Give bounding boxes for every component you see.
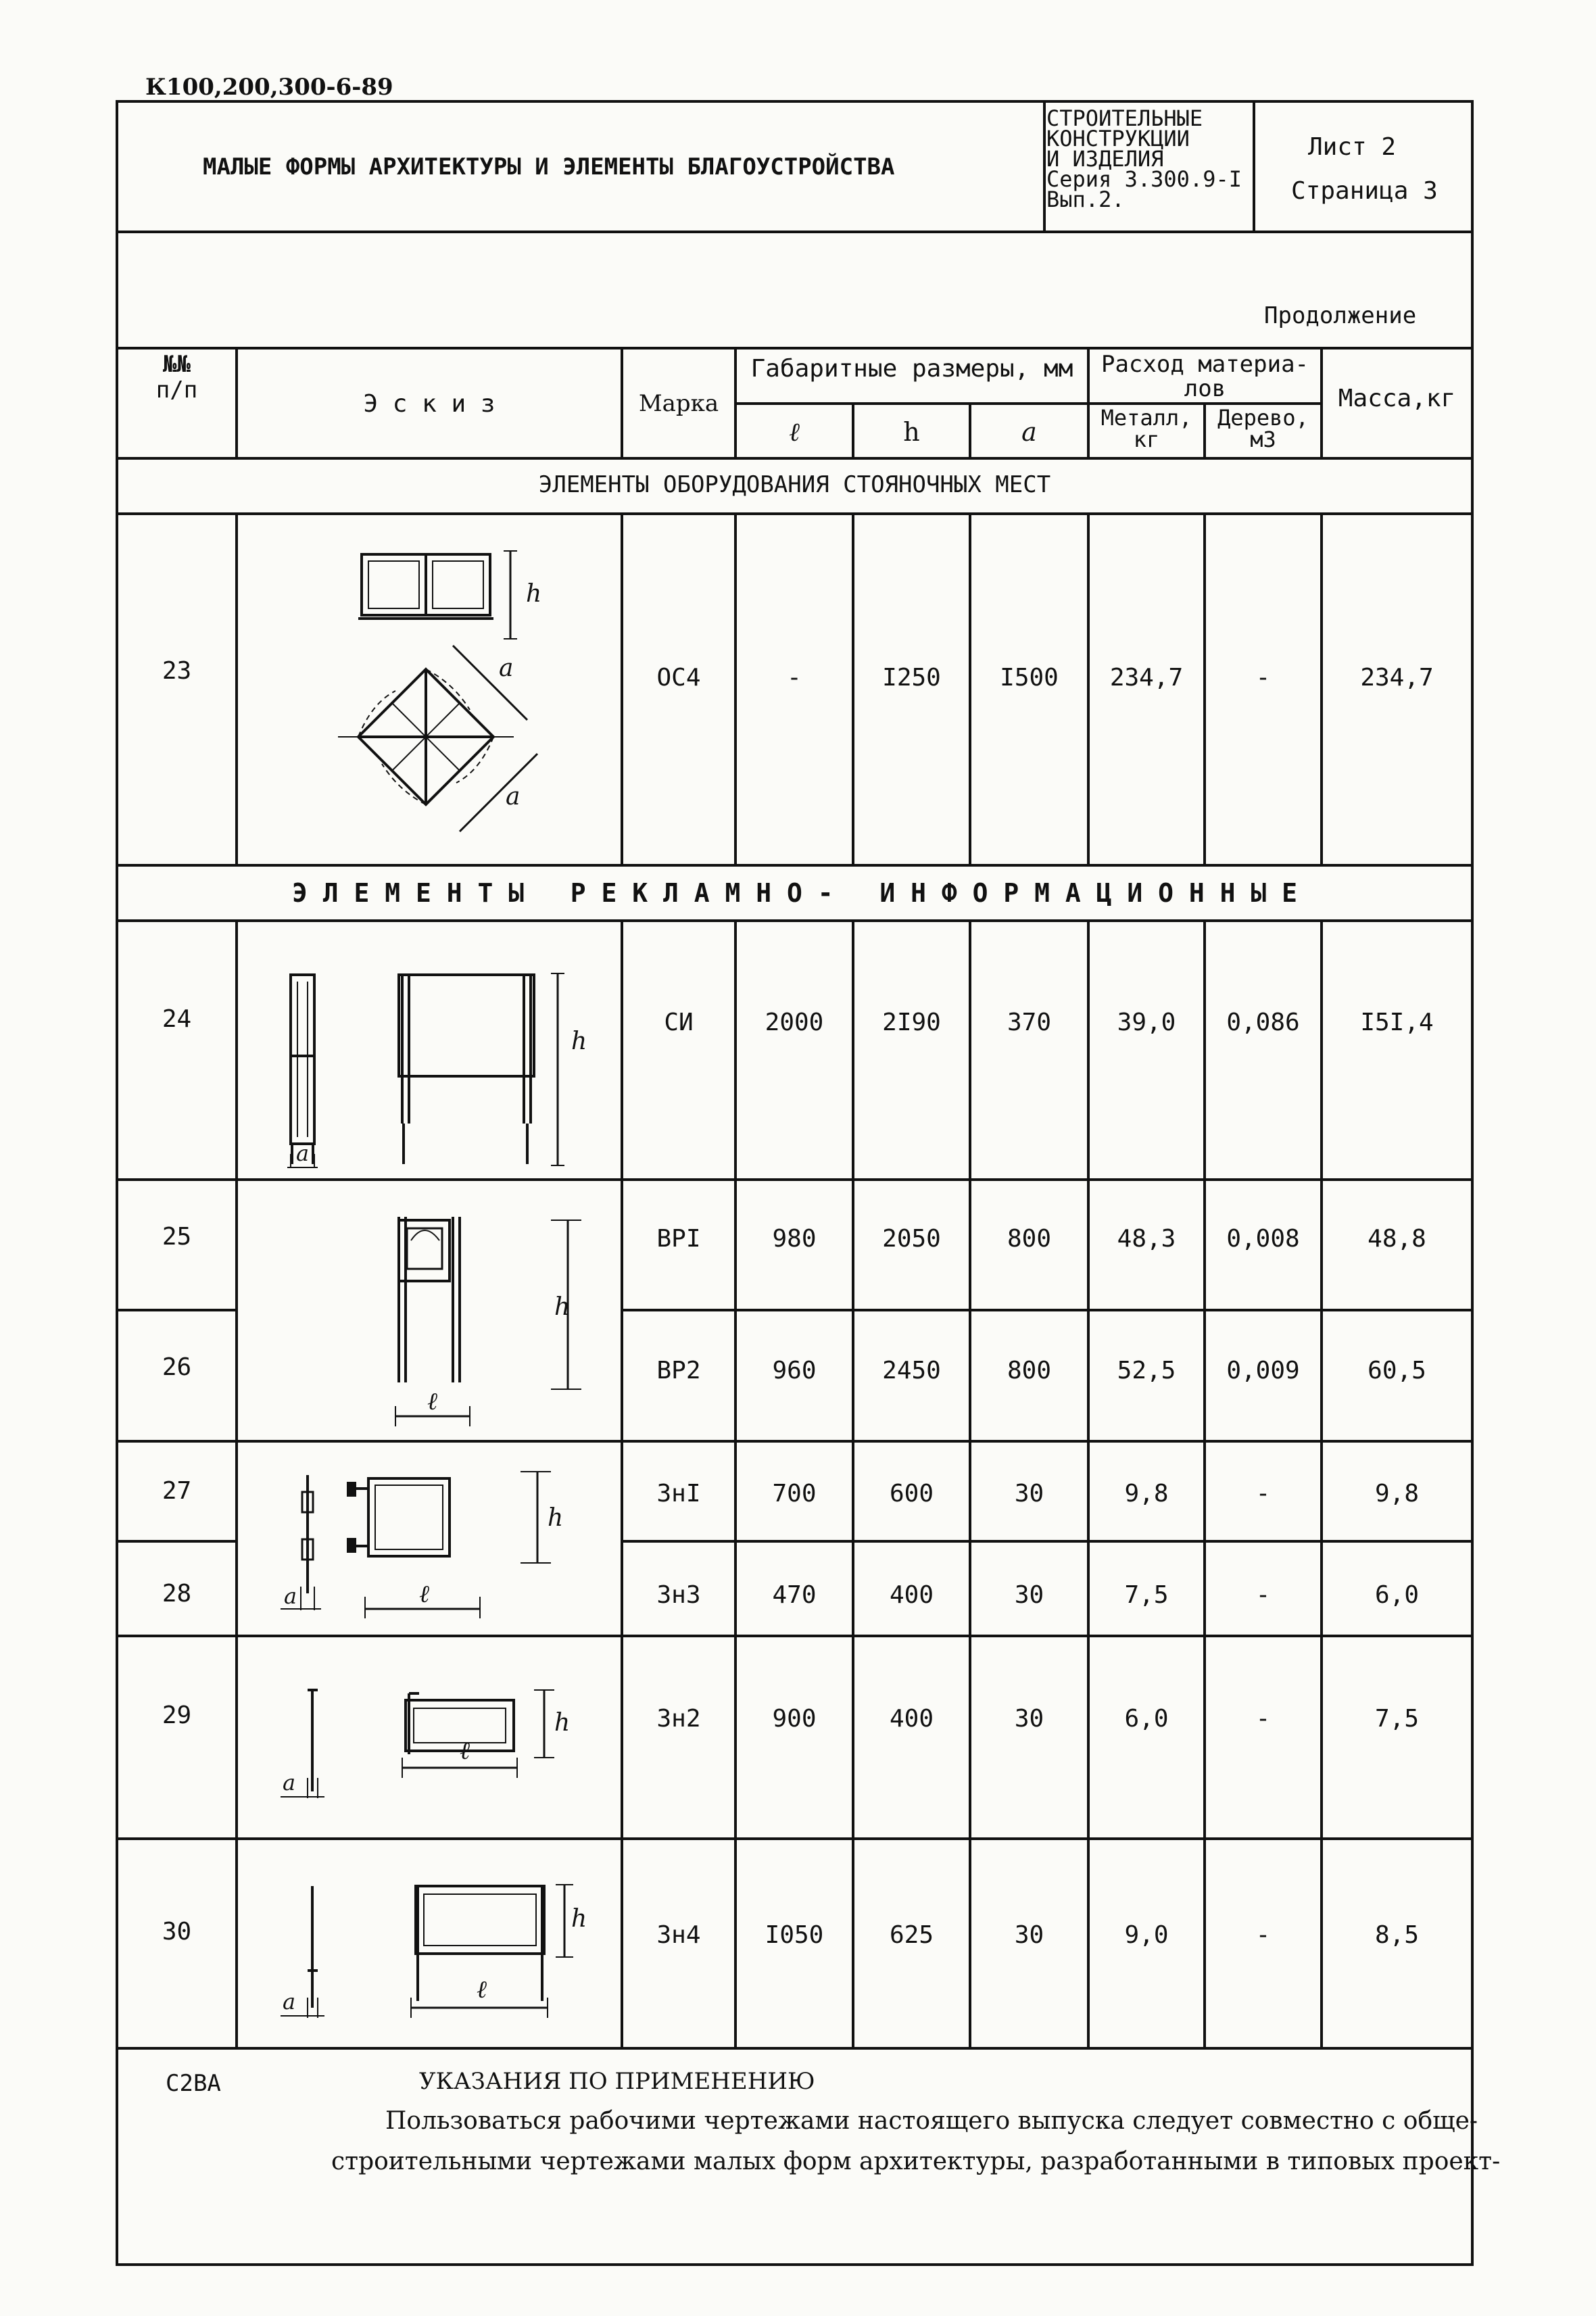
col-sketch: Э с к и з	[363, 390, 495, 418]
cell-metal: 7,5	[1124, 1581, 1169, 1609]
cell-mark: Зн3	[656, 1581, 701, 1609]
sketch-label-h: h	[554, 1293, 571, 1321]
cell-mark: ОС4	[656, 664, 701, 692]
sketch-label-l: ℓ	[477, 1976, 487, 2004]
series-line: Вып.2.	[1046, 187, 1125, 212]
series-line: Серия 3.300.9-I	[1046, 166, 1242, 192]
cell-wood: -	[1255, 664, 1271, 692]
cell-num: 25	[162, 1223, 192, 1251]
cell-h: I250	[882, 664, 941, 692]
cell-a: 30	[1014, 1480, 1044, 1507]
cell-a: I500	[1000, 664, 1059, 692]
cell-wood: 0,008	[1226, 1225, 1300, 1253]
cell-num: 30	[162, 1918, 192, 1946]
cell-metal: 9,0	[1124, 1921, 1169, 1949]
cell-mass: 7,5	[1374, 1705, 1420, 1733]
section-advertising: Э Л Е М Е Н Т Ы Р Е К Л А М Н О - И Н Ф О Р М А Ц И О Н Н Ы Е	[291, 878, 1298, 908]
cell-mass: 60,5	[1368, 1357, 1426, 1384]
cell-mark: Зн2	[656, 1705, 701, 1733]
cell-mass: 48,8	[1368, 1225, 1426, 1253]
cell-a: 30	[1014, 1705, 1044, 1733]
col-num-line1: №№	[163, 351, 191, 378]
series-line: КОНСТРУКЦИИ	[1046, 126, 1190, 151]
cell-h: 600	[889, 1480, 934, 1507]
col-materials-line2: лов	[1184, 375, 1226, 402]
cell-num: 27	[162, 1477, 192, 1505]
sketch-label-l: ℓ	[460, 1737, 470, 1765]
sketch-waste-bin	[237, 1180, 622, 1441]
footer-heading: УКАЗАНИЯ ПО ПРИМЕНЕНИЮ	[419, 2068, 815, 2095]
cell-h: 400	[889, 1705, 934, 1733]
cell-l: 900	[772, 1705, 817, 1733]
sheet-number: Лист 2	[1308, 133, 1397, 161]
cell-l: 960	[772, 1357, 817, 1384]
cell-mark: ЗнI	[656, 1480, 701, 1507]
col-materials-line1: Расход материа-	[1101, 351, 1309, 378]
cell-l: 470	[772, 1581, 817, 1609]
cell-metal: 9,8	[1124, 1480, 1169, 1507]
sketch-label-h: h	[571, 1028, 587, 1055]
footer-line-2: строительными чертежами малых форм архитектуры, разработанными в типовых проект-	[331, 2148, 1501, 2175]
cell-h: 400	[889, 1581, 934, 1609]
cell-h: 2450	[882, 1357, 941, 1384]
cell-metal: 52,5	[1117, 1357, 1176, 1384]
cell-mark: ВР2	[656, 1357, 701, 1384]
col-h: h	[903, 417, 920, 447]
sketch-label-a: a	[283, 1770, 296, 1795]
cell-h: 2I90	[882, 1009, 941, 1036]
col-dims: Габаритные размеры, мм	[750, 355, 1073, 383]
col-num-line2: п/п	[155, 377, 198, 404]
cell-a: 370	[1007, 1009, 1052, 1036]
cell-metal: 39,0	[1117, 1009, 1176, 1036]
cell-num: 24	[162, 1005, 192, 1033]
document-code: К100,200,300-6-89	[145, 74, 393, 101]
cell-a: 30	[1014, 1581, 1044, 1609]
cell-wood: -	[1255, 1480, 1271, 1507]
cell-metal: 6,0	[1124, 1705, 1169, 1733]
cell-mass: 6,0	[1374, 1581, 1420, 1609]
sketch-label-a: a	[506, 783, 521, 811]
sketch-sign-medium	[237, 1636, 622, 1839]
cell-l: -	[787, 664, 802, 692]
col-wood-line1: Дерево,	[1217, 405, 1309, 431]
cell-num: 29	[162, 1702, 192, 1729]
col-metal-line2: кг	[1133, 427, 1160, 452]
col-wood-line2: м3	[1250, 427, 1276, 452]
sketch-label-a: a	[284, 1583, 297, 1609]
sketch-label-h: h	[554, 1709, 571, 1737]
sketch-label-h: h	[526, 580, 542, 608]
document-title: МАЛЫЕ ФОРМЫ АРХИТЕКТУРЫ И ЭЛЕМЕНТЫ БЛАГОУСТРОЙСТВА	[203, 153, 895, 180]
cell-a: 800	[1007, 1357, 1052, 1384]
cell-num: 28	[162, 1580, 192, 1608]
cell-num: 23	[162, 657, 192, 685]
footer-code: С2ВА	[166, 2070, 221, 2097]
col-mass: Масса,кг	[1338, 385, 1456, 412]
cell-l: 2000	[765, 1009, 824, 1036]
cell-wood: -	[1255, 1921, 1271, 1949]
cell-wood: 0,009	[1226, 1357, 1300, 1384]
sketch-label-h: h	[571, 1905, 587, 1933]
sketch-label-a: a	[283, 1989, 296, 2015]
cell-wood: -	[1255, 1705, 1271, 1733]
cell-wood: -	[1255, 1581, 1271, 1609]
cell-h: 2050	[882, 1225, 941, 1253]
col-metal-line1: Металл,	[1101, 405, 1192, 431]
col-a: a	[1021, 417, 1037, 447]
cell-l: 980	[772, 1225, 817, 1253]
sketch-label-h: h	[548, 1504, 564, 1532]
series-line: И ИЗДЕЛИЯ	[1046, 146, 1164, 172]
cell-mass: I5I,4	[1360, 1009, 1434, 1036]
continuation-label: Продолжение	[1264, 302, 1417, 329]
col-mark: Марка	[638, 390, 719, 417]
col-l: ℓ	[789, 417, 800, 447]
sketch-label-a: a	[296, 1140, 310, 1166]
sketch-info-stand	[237, 921, 622, 1180]
cell-a: 30	[1014, 1921, 1044, 1949]
section-parking: ЭЛЕМЕНТЫ ОБОРУДОВАНИЯ СТОЯНОЧНЫХ МЕСТ	[538, 471, 1051, 498]
cell-metal: 48,3	[1117, 1225, 1176, 1253]
cell-l: 700	[772, 1480, 817, 1507]
cell-wood: 0,086	[1226, 1009, 1300, 1036]
series-line: СТРОИТЕЛЬНЫЕ	[1046, 105, 1203, 131]
footer-line-1: Пользоваться рабочими чертежами настоящего выпуска следует совместно с обще-	[385, 2107, 1478, 2135]
series-block	[1046, 105, 1253, 212]
cell-metal: 234,7	[1109, 664, 1184, 692]
cell-mass: 8,5	[1374, 1921, 1420, 1949]
cell-mass: 9,8	[1374, 1480, 1420, 1507]
sketch-label-l: ℓ	[427, 1388, 437, 1416]
sketch-label-l: ℓ	[419, 1581, 429, 1608]
cell-h: 625	[889, 1921, 934, 1949]
cell-mark: ВРI	[656, 1225, 701, 1253]
cell-l: I050	[765, 1921, 824, 1949]
cell-num: 26	[162, 1353, 192, 1381]
cell-a: 800	[1007, 1225, 1052, 1253]
sketch-label-a: a	[499, 654, 514, 682]
cell-mark: СИ	[664, 1009, 694, 1036]
page-number: Страница 3	[1291, 177, 1438, 205]
cell-mark: Зн4	[656, 1921, 701, 1949]
sketch-parking-element	[237, 514, 622, 865]
sketch-sign-small	[237, 1441, 622, 1636]
cell-mass: 234,7	[1360, 664, 1434, 692]
sketch-sign-large	[237, 1839, 622, 2048]
